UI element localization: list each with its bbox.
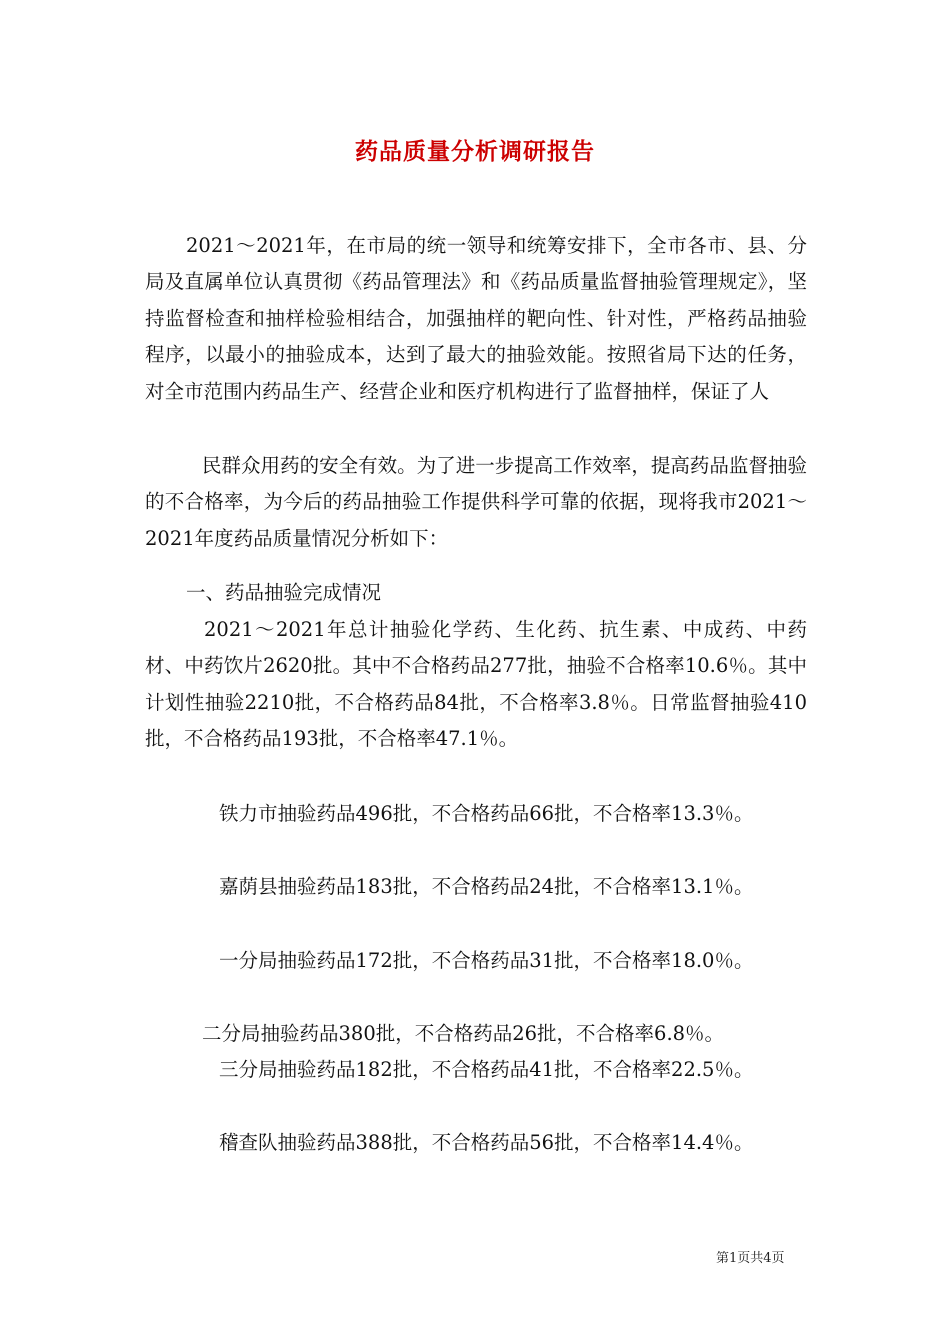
region-paragraph-tieli: 铁力市抽验药品496批，不合格药品66批，不合格率13.3％。: [219, 802, 754, 825]
page-number-footer: 第1页共4页: [716, 1251, 785, 1266]
region-paragraph-branch-2: 二分局抽验药品380批，不合格药品26批，不合格率6.8％。: [202, 1022, 725, 1045]
intro-paragraph: 2021～2021年，在市局的统一领导和统筹安排下，全市各市、县、分局及直属单位认真贯彻《药品管理法》和《药品质量监督抽验管理规定》，坚持监督检查和抽样检验相结合，加强抽样的靶向性、针对性，严格药品抽验程序，以最小的抽验成本，达到了最大的抽验效能。按照省局下达的任务，对全市范围内药品生产、经营企业和医疗机构进行了监督抽样，保证了人: [145, 234, 807, 403]
section-heading: 一、药品抽验完成情况: [186, 581, 382, 604]
total-summary-paragraph: 2021～2021年总计抽验化学药、生化药、抗生素、中成药、中药材、中药饮片2620批。其中不合格药品277批，抽验不合格率10.6％。其中计划性抽验2210批，不合格药品84批，不合格率3.8％。日常监督抽验410批，不合格药品193批，不合格率47.1％。: [145, 618, 807, 751]
region-paragraph-jiayin: 嘉荫县抽验药品183批，不合格药品24批，不合格率13.1％。: [219, 875, 754, 898]
region-paragraph-inspection-team: 稽查队抽验药品388批，不合格药品56批，不合格率14.4％。: [219, 1131, 754, 1154]
document-title: 药品质量分析调研报告: [355, 138, 595, 165]
region-paragraph-branch-3: 三分局抽验药品182批，不合格药品41批，不合格率22.5％。: [219, 1058, 754, 1081]
region-paragraph-branch-1: 一分局抽验药品172批，不合格药品31批，不合格率18.0％。: [219, 949, 754, 972]
continuation-paragraph: 民群众用药的安全有效。为了进一步提高工作效率，提高药品监督抽验的不合格率，为今后的药品抽验工作提供科学可靠的依据，现将我市2021～2021年度药品质量情况分析如下：: [145, 454, 807, 550]
